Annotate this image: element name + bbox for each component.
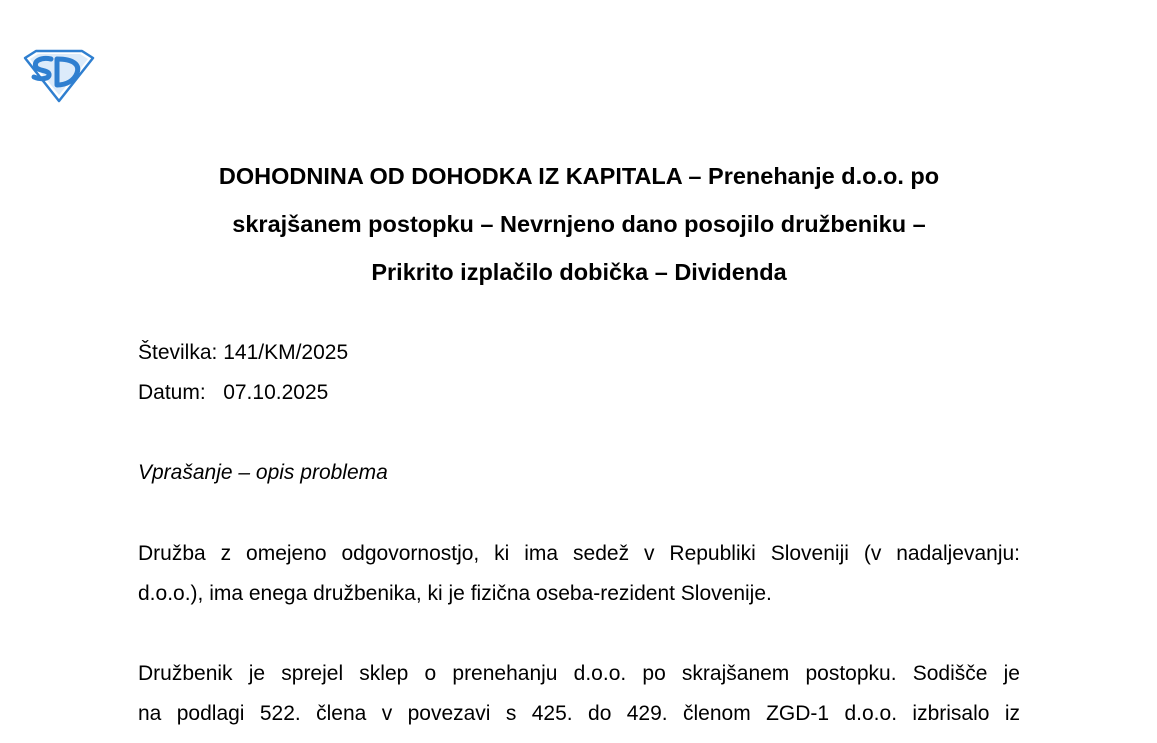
document-title bbox=[138, 152, 1020, 296]
title-line: DOHODNINA OD DOHODKA IZ KAPITALA – Prenehanje d.o.o. po bbox=[218, 163, 940, 189]
title-line: skrajšanem postopku – Nevrnjeno dano posojilo družbeniku – bbox=[232, 211, 926, 237]
paragraph bbox=[138, 541, 1020, 621]
section-heading: Vprašanje – opis problema bbox=[138, 461, 388, 484]
sd-shield-logo-icon bbox=[22, 49, 96, 103]
paragraph bbox=[138, 661, 1020, 741]
document-date-row bbox=[138, 380, 328, 406]
title-line: Prikrito izplačilo dobička – Dividenda bbox=[371, 259, 787, 285]
sd-logo bbox=[22, 49, 96, 103]
document-number-row bbox=[138, 340, 348, 366]
logo-text: SD bbox=[59, 79, 61, 80]
number-label: Številka: bbox=[138, 341, 218, 364]
paragraph-line: Družbenik je sprejel sklep o prenehanju d.o.o. po skrajšanem postopku. Sodišče je bbox=[138, 662, 1020, 685]
paragraph-line: d.o.o.), ima enega družbenika, ki je fizična oseba-rezident Slovenije. bbox=[138, 582, 772, 605]
date-label: Datum: bbox=[138, 381, 206, 404]
paragraph-line: Družba z omejeno odgovornostjo, ki ima sedež v Republiki Sloveniji (v nadaljevanju: bbox=[138, 542, 1020, 565]
date-value: 07.10.2025 bbox=[223, 381, 329, 404]
paragraph-line: na podlagi 522. člena v povezavi s 425. do 429. členom ZGD-1 d.o.o. izbrisalo iz bbox=[138, 702, 1020, 725]
number-value: 141/KM/2025 bbox=[223, 341, 349, 364]
